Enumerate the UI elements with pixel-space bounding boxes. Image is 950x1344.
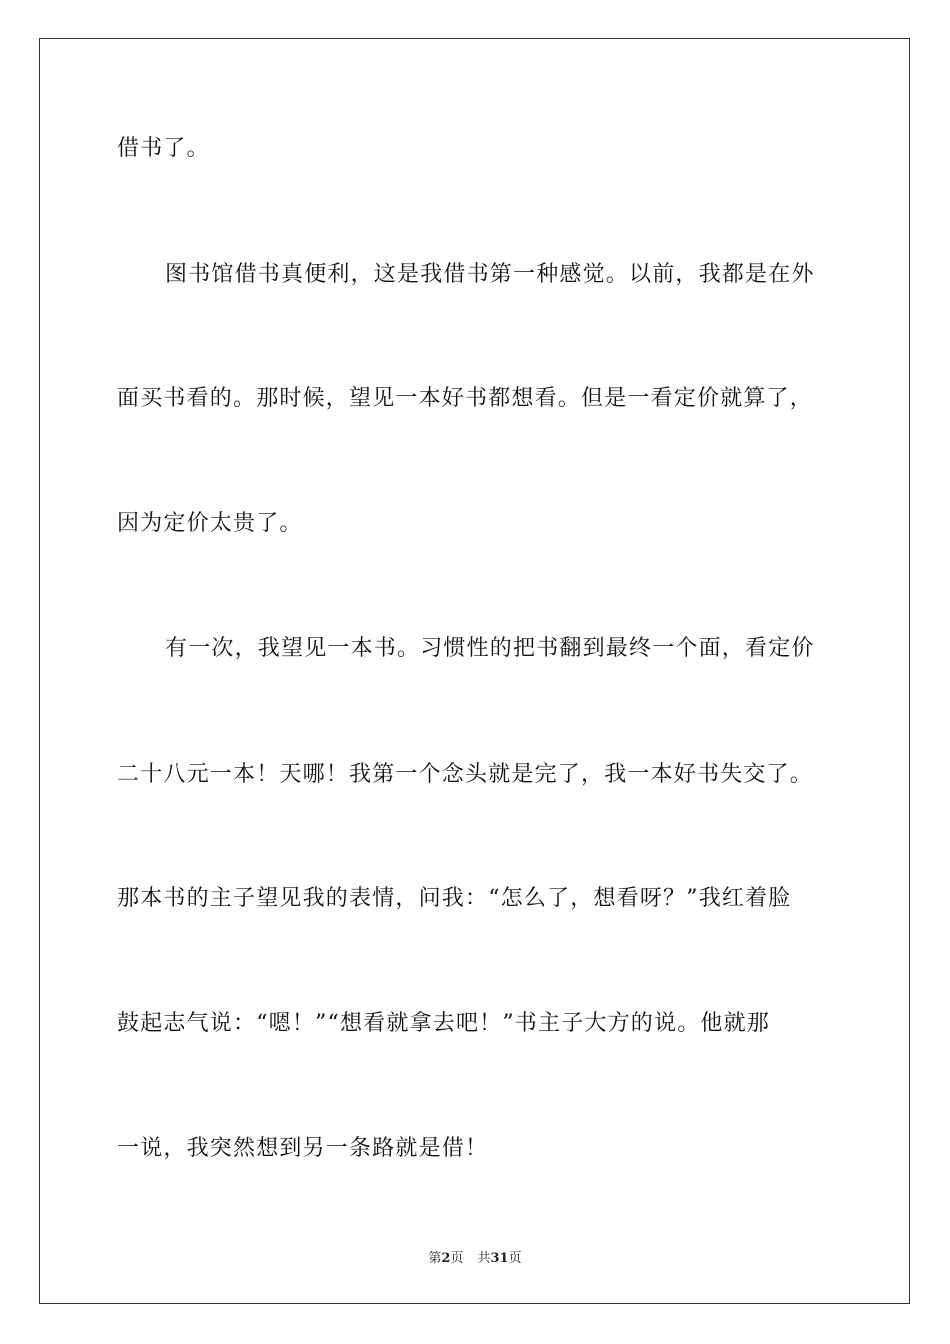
text-line: 因为定价太贵了。 [117, 511, 303, 536]
total-suffix: 页 [508, 1251, 522, 1266]
text-line: 面买书看的。那时候，望见一本好书都想看。但是一看定价就算了， [117, 386, 814, 411]
page-suffix: 页 [450, 1251, 464, 1266]
page-border [39, 38, 910, 1304]
paragraph-line: 图书馆借书真便利，这是我借书第一种感觉。以前，我都是在外 [165, 262, 815, 287]
text-line: 二十八元一本！天哪！我第一个念头就是完了，我一本好书失交了。 [117, 762, 814, 787]
text-line: 鼓起志气说：“嗯！”“想看就拿去吧！”书主子大方的说。他就那 [117, 1011, 770, 1036]
page-footer [0, 1247, 950, 1266]
page-number: 2 [441, 1251, 451, 1266]
text-line: 那本书的主子望见我的表情，问我：“怎么了，想看呀？”我红着脸 [117, 886, 792, 911]
total-prefix: 共 [477, 1251, 491, 1266]
paragraph-line: 有一次，我望见一本书。习惯性的把书翻到最终一个面，看定价 [165, 636, 815, 661]
text-line: 借书了。 [117, 136, 210, 161]
text-line: 一说，我突然想到另一条路就是借！ [117, 1136, 489, 1161]
total-pages: 31 [490, 1251, 509, 1266]
page-prefix: 第 [428, 1251, 442, 1266]
